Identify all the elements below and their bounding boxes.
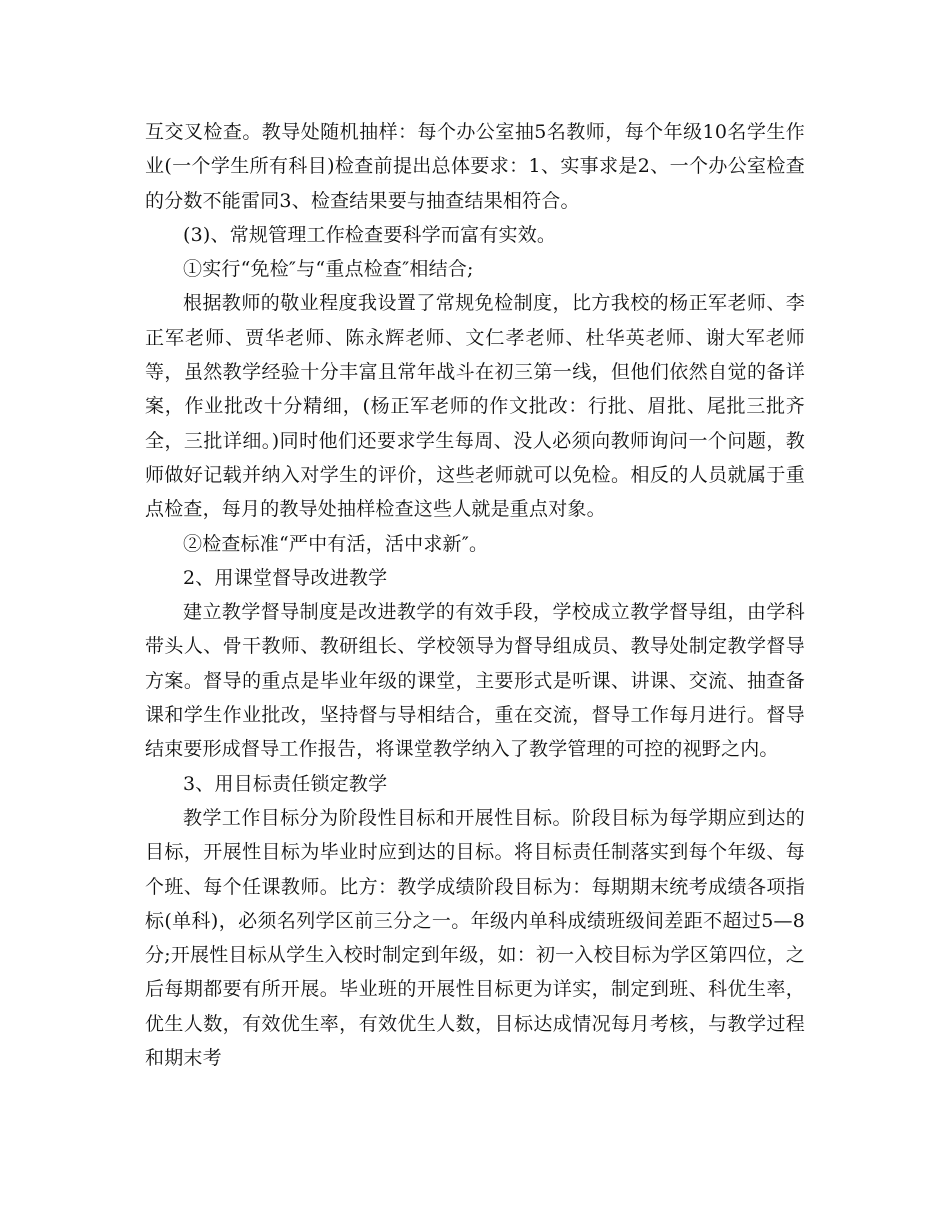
section-heading-classroom-supervision: 2、用课堂督导改进教学 xyxy=(183,566,388,589)
paragraph-check-standard: ②检查标准“严中有活，活中求新″。 xyxy=(183,532,489,555)
paragraph-exemption-principle: ①实行“免检″与“重点检查″相结合; xyxy=(183,258,474,281)
paragraph-supervision-details: 建立教学督导制度是改进教学的有效手段，学校成立教学督导组，由学科带头人、骨干教师、教研组长、学校领导为督导组成员、教导处制定教学督导方案。督导的重点是毕业年级的课堂，主要形式是听课、讲课、交流、抽查备课和学生作业批改，坚持督与导相结合，重在交流，督导工作每月进行。督导结束要形成督导工作报告，将课堂教学纳入了教学管理的可控的视野之内。 xyxy=(145,601,805,761)
paragraph-exemption-details: 根据教师的敬业程度我设置了常规免检制度，比方我校的杨正军老师、李正军老师、贾华老师、陈永辉老师、文仁孝老师、杜华英老师、谢大军老师等，虽然教学经验十分丰富且常年战斗在初三第一线，但他们依然自觉的备详案，作业批改十分精细，(杨正军老师的作文批改：行批、眉批、尾批三批齐全，三批详细。)同时他们还要求学生每周、没人必须向教师询问一个问题，教师做好记载并纳入对学生的评价，这些老师就可以免检。相反的人员就属于重点检查，每月的教导处抽样检查这些人就是重点对象。 xyxy=(145,292,805,521)
section-heading-target-responsibility: 3、用目标责任锁定教学 xyxy=(183,772,388,795)
paragraph-routine-check-heading: (3)、常规管理工作检查要科学而富有实效。 xyxy=(183,223,557,246)
document-body xyxy=(145,115,805,1075)
paragraph-inspection-sampling: 互交叉检查。教导处随机抽样：每个办公室抽5名教师，每个年级10名学生作业(一个学生所有科目)检查前提出总体要求：1、实事求是2、一个办公室检查的分数不能雷同3、检查结果要与抽查结果相符合。 xyxy=(145,121,805,212)
paragraph-target-details: 教学工作目标分为阶段性目标和开展性目标。阶段目标为每学期应到达的目标，开展性目标为毕业时应到达的目标。将目标责任制落实到每个年级、每个班、每个任课教师。比方：教学成绩阶段目标为：每期期末统考成绩各项指标(单科)，必须名列学区前三分之一。年级内单科成绩班级间差距不超过5—8分;开展性目标从学生入校时制定到年级，如：初一入校目标为学区第四位，之后每期都要有所开展。毕业班的开展性目标更为详实，制定到班、科优生率，优生人数，有效优生率，有效优生人数，目标达成情况每月考核，与教学过程和期末考 xyxy=(145,806,805,1070)
